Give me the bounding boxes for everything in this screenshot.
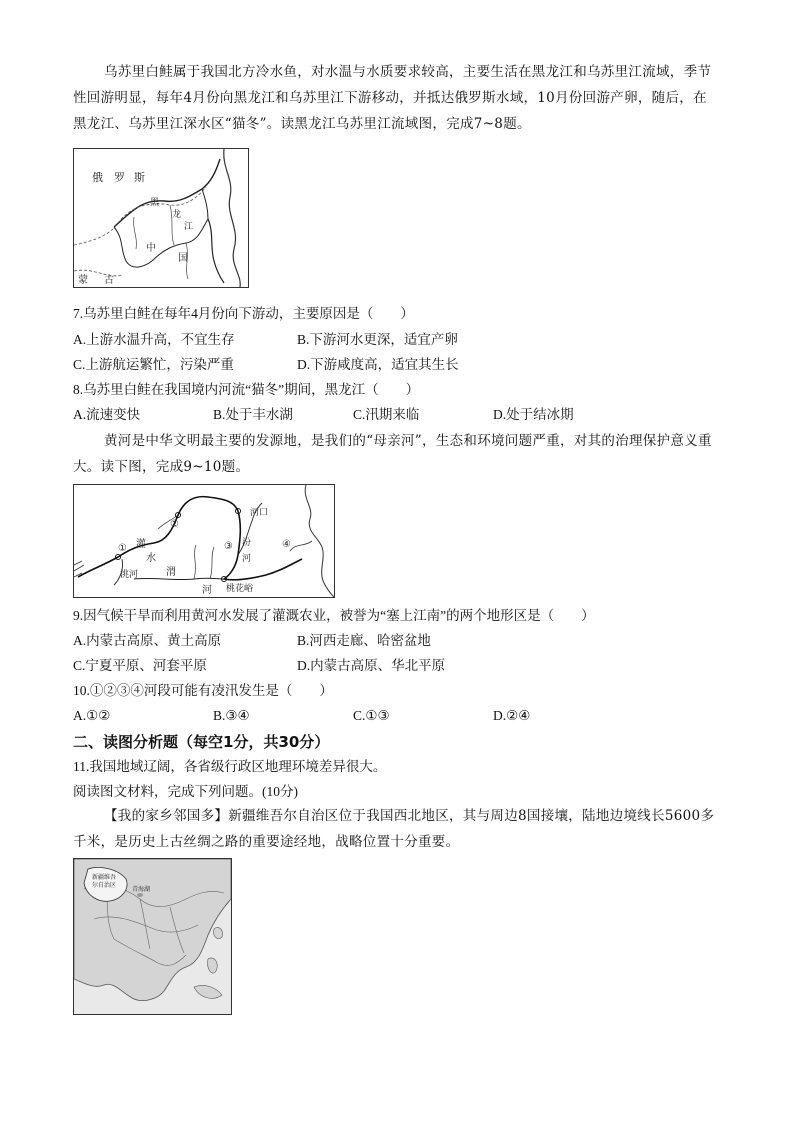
intro1-line2: 性回游明显，每年4月份向黑龙江和乌苏里江下游移动，并抵达俄罗斯水域，10月份回游产卵，随后，在: [73, 90, 707, 106]
label-mongol-2: 古: [104, 275, 114, 286]
q8-option-d[interactable]: D.处于结冰期: [493, 407, 574, 422]
q9-option-d[interactable]: D.内蒙古高原、华北平原: [297, 658, 446, 673]
q11-paragraph-line2: 千米，是历史上古丝绸之路的重要途经地，战略位置十分重要。: [73, 834, 460, 850]
label-russia-1: 俄: [92, 171, 103, 184]
q10-option-b[interactable]: B.③④: [213, 708, 250, 723]
label-mongol-1: 蒙: [78, 275, 88, 286]
intro1-line3: 黑龙江、乌苏里江深水区“猫冬”。读黑龙江乌苏里江流域图，完成7~8题。: [73, 116, 531, 132]
q7-option-d[interactable]: D.下游咸度高，适宜其生长: [297, 357, 459, 372]
label-russia-3: 斯: [134, 171, 145, 184]
intro2-line1: 黄河是中华文明最主要的发源地，是我们的“母亲河”，生态和环境问题严重，对其的治理保护意义重: [104, 433, 712, 449]
q8-option-b[interactable]: B.处于丰水湖: [213, 407, 293, 422]
q11-line2: 阅读图文材料，完成下列问题。(10分): [73, 784, 298, 799]
label-china-2: 国: [178, 253, 188, 264]
label-wei-he: 河: [202, 585, 212, 596]
q9-stem: 9.因气候干旱而利用黄河水发展了灌溉农业，被誉为“塞上江南”的两个地形区是（ ）: [73, 608, 595, 623]
q10-option-d[interactable]: D.②④: [493, 708, 531, 723]
label-china-1: 中: [146, 243, 156, 254]
q11-line1: 11.我国地域辽阔，各省级行政区地理环境差异很大。: [73, 759, 387, 774]
q7-option-c[interactable]: C.上游航运繁忙，污染严重: [73, 357, 234, 372]
label-guan: 灌: [136, 539, 146, 550]
q8-option-c[interactable]: C.汛期来临: [353, 407, 420, 422]
q7-option-a[interactable]: A.上游水温升高，不宜生存: [73, 332, 235, 347]
intro1-line1: 乌苏里白鲑属于我国北方冷水鱼，对水温与水质要求较高，主要生活在黑龙江和乌苏里江流域，季节: [104, 64, 712, 80]
label-section-2: ②: [170, 519, 179, 530]
label-section-4: ④: [282, 539, 291, 550]
label-heilong-3: 江: [184, 222, 194, 232]
yellow-river-map: [73, 484, 335, 598]
q9-option-b[interactable]: B.河西走廊、哈密盆地: [297, 633, 431, 648]
label-hekou: 河口: [250, 508, 269, 518]
q9-option-c[interactable]: C.宁夏平原、河套平原: [73, 658, 207, 673]
q10-stem: 10.①②③④河段可能有凌汛发生是（ ）: [73, 683, 333, 698]
q9-option-a[interactable]: A.内蒙古高原、黄土高原: [73, 633, 222, 648]
label-section-1: ①: [118, 543, 127, 554]
label-xinjiang-2: 尔自治区: [92, 882, 117, 889]
xinjiang-asia-map: [73, 858, 232, 1015]
intro2-line2: 大。读下图，完成9~10题。: [73, 459, 250, 475]
label-section-3: ③: [224, 541, 233, 552]
label-shui: 水: [146, 553, 156, 564]
label-fen: 汾: [242, 538, 252, 548]
q11-paragraph-line1: 【我的家乡邻国多】新疆维吾尔自治区位于我国西北地区，其与周边8国接壤，陆地边境线长5600多: [104, 808, 715, 824]
q7-stem: 7.乌苏里白鲑在每年4月份向下游动，主要原因是（ ）: [73, 306, 414, 321]
q10-option-c[interactable]: C.①③: [353, 708, 390, 723]
label-heilong-2: 龙: [172, 210, 182, 220]
q7-option-b[interactable]: B.下游河水更深，适宜产卵: [297, 332, 458, 347]
heilongjiang-basin-map: [73, 148, 249, 288]
label-xinjiang-1: 新疆维吾: [92, 874, 117, 881]
section-2-heading: 二、读图分析题（每空1分，共30分）: [73, 733, 330, 751]
q10-option-a[interactable]: A.①②: [73, 708, 111, 723]
q8-stem: 8.乌苏里白鲑在我国境内河流“猫冬”期间，黑龙江（ ）: [73, 382, 420, 397]
label-fen-he: 河: [242, 554, 252, 564]
label-russia-2: 罗: [114, 171, 125, 184]
label-taohuayu: 桃花峪: [226, 584, 254, 594]
label-wei: 渭: [166, 567, 176, 578]
label-heilong-1: 黑: [150, 198, 160, 208]
label-qinghai-lake: 青海湖: [132, 886, 151, 893]
label-tao-river: 洮河: [120, 570, 139, 580]
q8-option-a[interactable]: A.流速变快: [73, 407, 141, 422]
